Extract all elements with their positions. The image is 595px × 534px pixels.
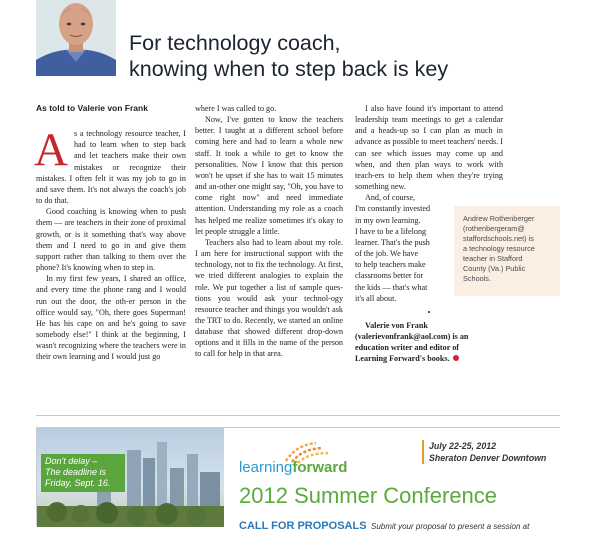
brand-text-learning: learning — [239, 459, 293, 476]
article-headline — [129, 30, 549, 82]
text-line: to get to know the personalities. Now — [195, 148, 343, 169]
headline-line-1: For technology coach, — [129, 31, 341, 55]
text-line: something new. — [355, 182, 406, 192]
learning-forward-logo — [239, 459, 347, 476]
text-line: teachers better. I taught at a different — [195, 115, 344, 136]
text-line: if she has to wait 15 minutes and an- — [195, 170, 343, 192]
sidebar-line: staffordschools.net) is — [463, 234, 534, 243]
sidebar-line: Schools. — [463, 274, 491, 283]
author-photo — [36, 0, 116, 76]
event-date: July 22-25, 2012 — [429, 441, 497, 451]
text-line: we started an online database that — [195, 315, 344, 337]
text-line: classrooms better for — [355, 271, 424, 281]
text-line: of the job. We have — [355, 249, 419, 259]
text-line: learner. That's the push — [355, 237, 430, 247]
text-line: Good coaching is knowing when — [46, 207, 158, 217]
text-line: tions you would ask your technol- — [195, 293, 331, 303]
text-line: on and he's going to save somebody — [36, 318, 187, 339]
paragraph — [36, 206, 186, 273]
text-line: I know that this person won't be upset — [195, 159, 343, 180]
text-line: there goes Superman! He has his cape — [36, 307, 186, 328]
text-line: something that's way above them and — [36, 229, 186, 250]
text-line: I also have found it's important — [365, 104, 471, 113]
text-line: I need to go in and give them support — [36, 240, 187, 261]
text-line: support with the technology, not to — [195, 249, 343, 270]
text-line: teacher, I had to learn — [73, 129, 187, 150]
article-column-1 — [36, 103, 186, 362]
skyline-image — [37, 428, 224, 527]
sidebar-line: Andrew Rothenberger — [463, 214, 535, 223]
short-column-block — [355, 192, 451, 304]
text-line: attention. Understanding my role as a — [195, 204, 322, 214]
text-line: come right now" and need immediate — [195, 193, 343, 203]
conference-title: 2012 Summer Conference — [239, 483, 498, 508]
lead-paragraph — [34, 124, 187, 206]
text-line: their own learning and I would just go — [36, 352, 161, 362]
text-line: s a technology resource — [73, 129, 153, 139]
text-line: office, and every time the phone rang — [36, 274, 186, 295]
text-line: er person in the office would say, "Oh, — [36, 296, 186, 317]
text-line: get a calendar and a heads-up so I can — [355, 115, 503, 136]
text-line: it's all about. — [355, 293, 397, 303]
text-line: Now, I've gotten to know the — [205, 115, 312, 125]
ad-content — [224, 428, 561, 532]
deadline-line: Don't delay – — [45, 456, 98, 466]
text-line: meet teachers' needs. I can see which — [355, 137, 503, 158]
text-line: (valerievonfrank@aol.com) is an — [355, 332, 469, 342]
text-line: to push them — are teachers in their — [36, 207, 186, 228]
text-line: showed different drop-down options — [195, 327, 344, 348]
text-line: wouldn't ask the TRT to do. Recently, — [195, 304, 343, 325]
sidebar-line: (rothenbergeram@ — [463, 224, 525, 233]
brand-text-forward: forward — [292, 459, 348, 476]
text-line: rather than talking to them over the — [63, 251, 186, 261]
text-line: ers to help them when they're trying — [374, 170, 503, 180]
section-bullet: • — [427, 307, 431, 317]
text-line: fix the technology. At first, we tried — [195, 260, 343, 281]
headline-line-2: knowing when to step back is key — [129, 57, 449, 81]
text-line: Valerie von Frank — [365, 320, 428, 330]
text-line: job to go in and save them. It's not — [36, 173, 186, 194]
text-line: my role. I am here for instructional — [195, 237, 344, 259]
text-line: and I would run out the door, the oth- — [36, 285, 187, 306]
text-line: school before coming here and had to — [195, 126, 343, 147]
paragraph — [195, 237, 343, 360]
sidebar-line: a technology resource — [463, 244, 535, 253]
paragraph — [355, 192, 451, 304]
sidebar-line: County (Va.) Public — [463, 264, 526, 273]
deadline-line: Friday, Sept. 16. — [45, 478, 111, 488]
text-line: And, of course, — [365, 193, 416, 203]
text-line: then plan ways to work with teach- — [355, 159, 504, 180]
text-line: zone of proximal growth, or is it — [36, 218, 186, 239]
text-line: coach has helped me realize sometimes — [195, 204, 344, 225]
text-line: when to step back and let — [73, 140, 186, 161]
deadline-line: The deadline is — [45, 467, 107, 477]
text-line: ogy resource teacher and things you — [195, 293, 343, 314]
paragraph — [195, 114, 343, 237]
author-bio — [355, 320, 503, 365]
article-column-2 — [195, 103, 343, 360]
author-sidebar — [454, 206, 560, 296]
text-line: plan as much in advance as possible to — [355, 126, 503, 147]
text-line: In my first few years, I shared an — [46, 274, 162, 284]
paragraph — [355, 103, 503, 192]
text-line: mistakes or recognize — [73, 162, 161, 172]
text-line: issues may come up and when, and — [355, 148, 503, 169]
text-line: different analogies to explain the role. — [195, 271, 344, 292]
text-line: We put together a list of sample ques- — [212, 282, 343, 292]
text-line: learn a whole new staff. It took a while — [195, 137, 343, 158]
paragraph — [195, 103, 343, 114]
sidebar-line: teacher in Stafford — [463, 254, 523, 263]
text-line: Learning Forward's books. — [355, 354, 450, 364]
text-line: it's okay to let people struggle a little. — [195, 215, 343, 236]
cfp-detail: Submit your proposal to present a session at — [370, 522, 530, 531]
text-line: to attend leadership team meetings to — [355, 104, 503, 125]
event-dates — [422, 440, 546, 464]
text-line: their mistakes. I often felt it was my — [36, 162, 186, 183]
event-venue: Sheraton Denver Downtown — [429, 453, 547, 463]
drop-cap: A — [34, 124, 68, 177]
text-line: recognizing where the teachers were in — [58, 341, 186, 351]
text-line: other one might say, "Oh, you have to — [219, 182, 344, 192]
text-line: else!" I think at the beginning, I wasn't — [36, 329, 187, 351]
text-line: to help teachers make — [355, 260, 426, 270]
cfp-heading: CALL FOR PROPOSALS — [239, 520, 367, 532]
text-line: education writer and editor of — [355, 343, 459, 353]
divider — [36, 415, 560, 416]
text-line: in my own learning. — [355, 215, 421, 225]
conference-ad[interactable] — [36, 427, 560, 532]
text-line: the kids — that's what — [355, 282, 428, 292]
byline: As told to Valerie von Frank — [36, 103, 148, 113]
text-line: always the coach's job to do that. — [36, 184, 186, 206]
text-line: where I was called to go. — [195, 104, 277, 113]
text-line: to call for help in that area. — [195, 349, 283, 359]
deadline-badge — [41, 454, 125, 492]
paragraph — [36, 273, 186, 362]
text-line: and it fills in the name of the person — [221, 338, 343, 348]
text-line: teachers make their own — [101, 151, 186, 161]
call-for-proposals[interactable] — [239, 516, 529, 534]
text-line: Teachers also had to learn about — [205, 237, 313, 247]
text-line: I'm constantly invested — [355, 204, 431, 214]
text-line: I have to be a lifelong — [355, 226, 427, 236]
text-line: phone? It's knowing when to step in. — [36, 263, 156, 273]
end-mark-icon — [453, 355, 459, 361]
